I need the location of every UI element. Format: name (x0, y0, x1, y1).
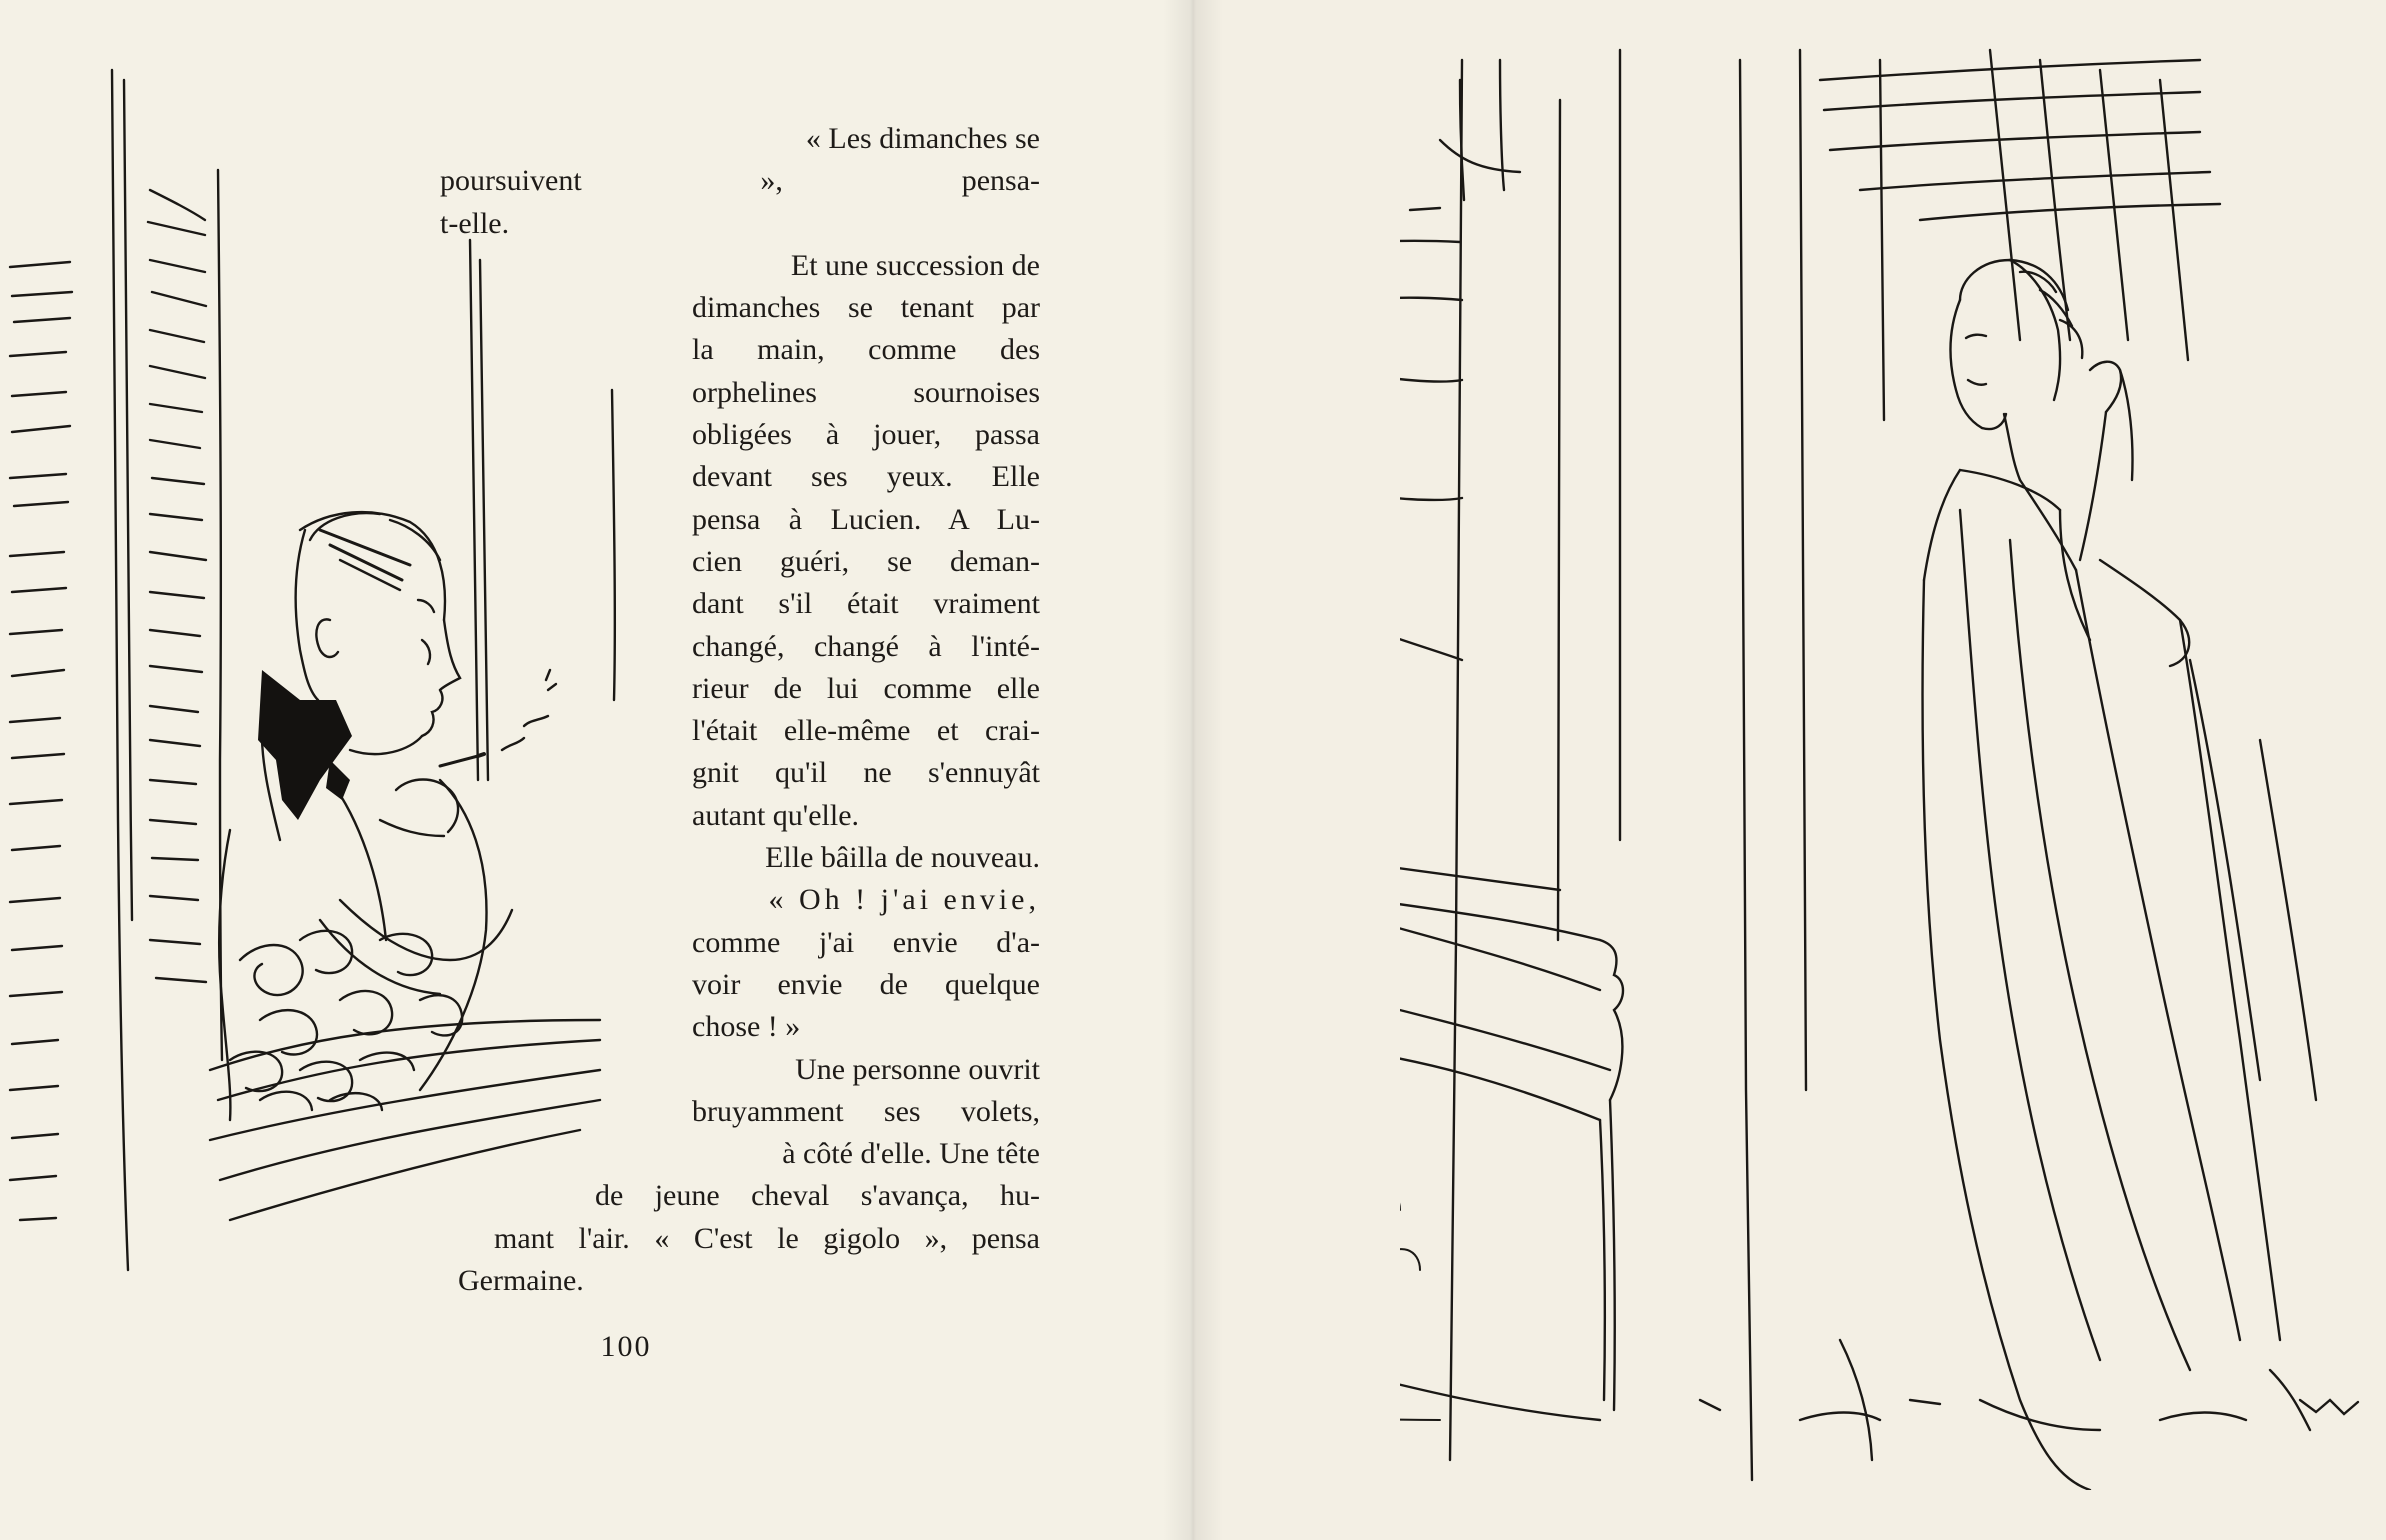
page-number: 100 (600, 1330, 652, 1363)
text-line: mant l'air. « C'est le gigolo », pensa (494, 1221, 1040, 1255)
text-line: « Les dimanches se (805, 122, 1040, 155)
text-line: voir envie de quelque (692, 967, 1040, 1001)
text-line: autant qu'elle. (692, 798, 860, 832)
text-line: Germaine. (458, 1264, 584, 1298)
text-line: gnit qu'il ne s'ennuyât (692, 756, 1040, 790)
text-line: poursuivent », pensa- (440, 164, 1040, 198)
text-line: devant ses yeux. Elle (692, 460, 1040, 494)
text-line: comme j'ai envie d'a- (692, 925, 1040, 959)
text-line: de jeune cheval s'avança, hu- (595, 1179, 1040, 1213)
text-line: Une personne ouvrit (795, 1052, 1040, 1086)
illustration-woman-at-window (1400, 40, 2386, 1490)
text-line: bruyamment ses volets, (692, 1094, 1040, 1128)
text-line: la main, comme des (692, 333, 1040, 367)
text-line: Et une succession de (790, 248, 1040, 282)
text-line: chose ! » (692, 1010, 801, 1044)
text-line: orphelines sournoises (692, 375, 1040, 409)
text-line: cien guéri, se deman- (692, 544, 1040, 578)
text-line: dimanches se tenant par (692, 291, 1040, 325)
text-line: l'était elle-même et crai- (692, 714, 1040, 748)
text-line: changé, changé à l'inté- (692, 629, 1040, 663)
text-line: pensa à Lucien. A Lu- (692, 502, 1040, 536)
text-line: Elle bâilla de nouveau. (765, 841, 1040, 875)
text-line: « Oh ! j'ai envie, (768, 883, 1040, 917)
text-line: dant s'il était vraiment (692, 587, 1040, 621)
text-line: obligées à jouer, passa (692, 418, 1040, 452)
text-line: rieur de lui comme elle (692, 671, 1040, 705)
text-line: t-elle. (440, 206, 510, 240)
page-text-column (440, 118, 1040, 1302)
book-gutter (1163, 0, 1223, 1540)
text-line: à côté d'elle. Une tête (782, 1137, 1040, 1171)
